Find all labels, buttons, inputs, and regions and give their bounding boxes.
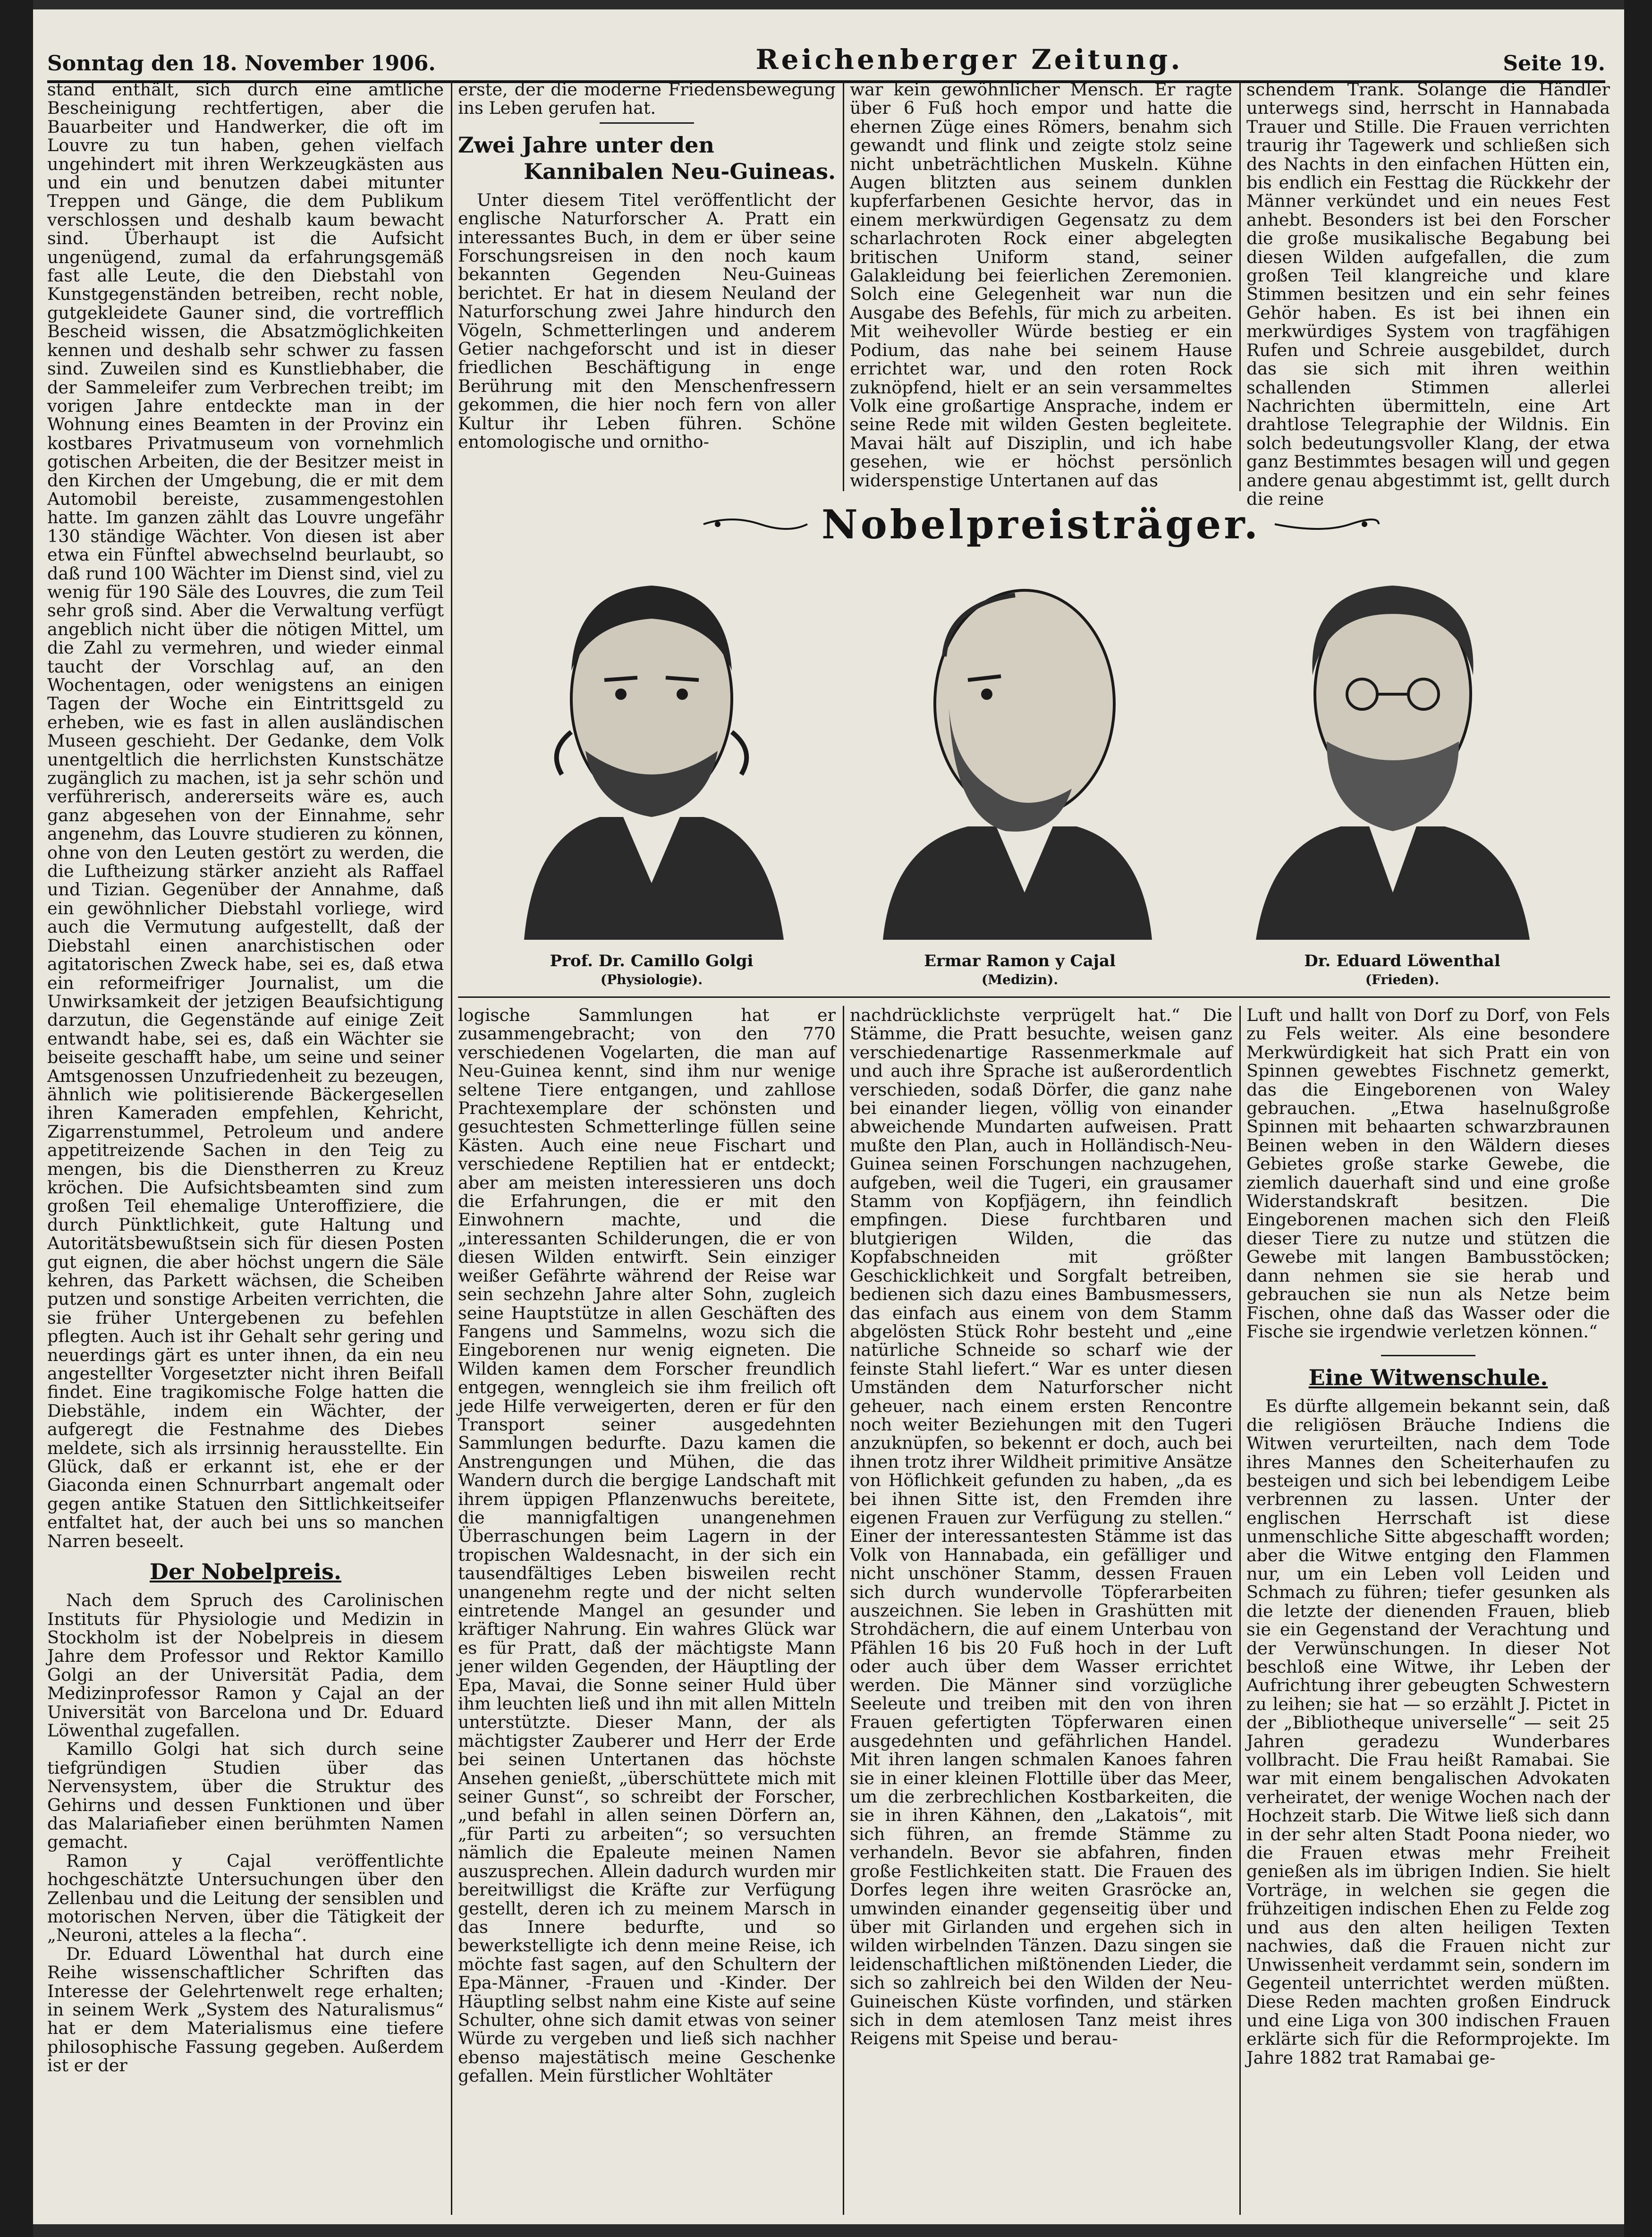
scan-edge-left: [0, 0, 33, 2237]
kannibalen-heading-line1: Zwei Jahre unter den: [458, 132, 714, 158]
caption-cajal-field: (Medizin).: [981, 972, 1059, 987]
separator-rule: [1381, 1355, 1475, 1356]
caption-loewenthal: [1279, 952, 1525, 989]
masthead: Reichenberger Zeitung.: [755, 43, 1183, 76]
caption-cajal-name: Ermar Ramon y Cajal: [924, 952, 1116, 970]
caption-golgi-name: Prof. Dr. Camillo Golgi: [550, 952, 754, 970]
sammlungen-text: logische Sammlungen hat er zusammengebracht; von den 770 verschiedenen Vogelarten, die man auf Neu-Guinea kennt, sind ihm nur wenige seltene Tiere entgangen, und zahllose Prachtexemplare der schönsten und gesuchtesten Schmetterlinge füllen seine Kästen. Auch eine neue Fischart und verschiedene Reptilien hat er entdeckt; aber am meisten interessieren uns doch die Erfahrungen, die er mit den Einwohnern machte, und die „interessanten Schilderungen, die er von diesen Wilden entwirft. Sein einziger weißer Gefährte während der Reise war sein sechzehn Jahre alter Sohn, zugleich seine Hauptstütze in allen Geschäften des Fangens und Sammelns, wozu sich die Eingeborenen nur wenig eigneten. Die Wilden kamen dem Forscher freundlich entgegen, wenngleich sie ihm freilich oft jede Hilfe verweigerten, deren er für den Transport seiner ausgedehnten Sammlungen bedurfte. Dazu kamen die Anstrengungen und Mühen, die das Wandern durch die bergige Landschaft mit ihrem üppigen Pflanzenwuchs bereitete, die mannigfaltigen unangenehmen Überraschungen beim Lagern in der tropischen Waldesnacht, in der sich ein tausendfältiges Leben bisweilen recht unangenehm regte und der nicht selten eintretende Mangel an gesunder und kräftiger Nahrung. Ein wahres Glück war es für Pratt, daß der mächtigste Mann jener wilden Gegenden, der Häuptling der Epa, Mavai, die Sonne seiner Huld über ihm leuchten ließ und ihn mit allen Mitteln unterstützte. Dieser Mann, der als mächtigster Zauberer und Herr der Erde bei seinen Untertanen das höchste Ansehen genießt, „überschüttete mich mit seiner Gunst“, so schreibt der Forscher, „und befahl in allen seinen Dörfern an, „für Parti zu arbeiten“; so versuchten nämlich die Epaleute meinen Namen auszusprechen. Allein dadurch wurden mir bereitwilligst die Kräfte zur Verfügung gestellt, deren ich zu meinem Marsch in das Innere bedurfte, und so bewerkstelligte ich denn meine Reise, ich möchte fast sagen, auf den Schultern der Epa-Männer, -Frauen und -Kinder. Der Häuptling selbst nahm eine Kiste auf seine Schulter, ohne sich damit etwas von seiner Würde zu vergeben und ließ sich nachher ebenso majestätisch meine Geschenke gefallen. Mein fürstlicher Wohltäter: [458, 1005, 836, 2086]
nobelpreistraeger-banner: [458, 501, 1624, 548]
column-3-bottom: [850, 1006, 1232, 2215]
nobelpreis-paragraph: Nach dem Spruch des Carolinischen Instituts für Physiologie und Medizin in Stockholm ist der Nobelpreis in diesem Jahre dem Professor und Rektor Kamillo Golgi an der Universität Padia, dem Medizinprofessor Ramon y Cajal an der Universität von Barcelona und Dr. Eduard Löwenthal zugefallen.: [47, 1590, 444, 1741]
mavai-text: war kein gewöhnlicher Mensch. Er ragte über 6 Fuß hoch empor und hatte die ehernen Züge eines Römers, benahm sich gewandt und flink und zeigte stolz seine nicht unbeträchtlichen Muskeln. Kühne Augen blitzten aus seinem dunklen kupferfarbenen Gesichte hervor, das in einem merkwürdigen Gegensatz zu dem scharlachroten Rock einer abgelegten britischen Uniform stand, seiner Galakleidung bei feierlichen Zeremonien. Solch eine Gelegenheit war nun die Ausgabe des Befehls, für mich zu arbeiten. Mit weihevoller Würde bestieg er ein Podium, das nahe bei seinem Hause errichtet war, und den roten Rock zuknöpfend, hielt er an sein versammeltes Volk eine großartige Ansprache, indem er seine Rede mit wilden Gesten begleitete. Mavai hält auf Disziplin, und ich habe gesehen, wie er höchst persönlich widerspenstige Untertanen auf das: [850, 79, 1232, 491]
witwenschule-text: Es dürfte allgemein bekannt sein, daß die religiösen Bräuche Indiens die Witwen verurteilten, nach dem Tode ihres Mannes den Scheiterhaufen zu besteigen und sich bei lebendigem Leibe verbrennen zu lassen. Unter der englischen Herrschaft ist diese unmenschliche Sitte abgeschafft worden; aber die Witwe entging den Flammen nur, um ein Leben voll Leiden und Schmach zu führen; tiefer gesunken als die letzte der dienenden Frauen, blieb sie ein Gegenstand der Verachtung und der Verwünschungen. In dieser Not beschloß eine Witwe, ihr Leben der Aufrichtung ihrer gebeugten Schwestern zu leihen; sie hat — so erzählt J. Pictet in der „Bibliotheque universelle“ — seit 25 Jahren geradezu Wunderbares vollbracht. Die Frau heißt Ramabai. Sie war mit einem bengalischen Advokaten verheiratet, der wenige Wochen nach der Hochzeit starb. Die Witwe ließ sich dann in der sehr alten Stadt Poona nieder, wo die Frauen etwas mehr Freiheit genießen als im übrigen Indien. Sie hielt Vorträge, in welchen sie gegen die frühzeitigen indischen Ehen zu Felde zog und aus den alten heiligen Texten nachwies, daß die Frauen nicht zur Unwissenheit verdammt sein, sondern im Gegenteil unterrichtet werden müßten. Diese Reden machten großen Eindruck und eine Liga von 300 indischen Frauen erklärte sich für die Reformprojekte. Im Jahre 1882 trat Ramabai ge-: [1246, 1396, 1610, 2068]
friedensbewegung-text: erste, der die moderne Friedensbewegung ins Leben gerufen hat.: [458, 79, 836, 119]
column-rule: [843, 80, 844, 491]
caption-loewenthal-field: (Frieden).: [1365, 972, 1440, 987]
kannibalen-heading: [458, 132, 836, 158]
separator-rule: [600, 122, 694, 124]
column-2-top: [458, 80, 836, 491]
ornament-left-icon: [703, 515, 807, 534]
column-rule: [451, 80, 452, 2215]
kannibalen-text: Unter diesem Titel veröffentlicht der englische Naturforscher A. Pratt ein interessantes Buch, in dem er über seine Forschungsreisen in den noch kaum bekannten Gegenden Neu-Guineas berichtet. Er hat in diesem Neuland der Naturforschung zwei Jahre hindurch den Vögeln, Schmetterlingen und anderem Getier nachgeforscht und ist in dieser friedlichen Beschäftigung in enge Berührung mit den Menschenfressern gekommen, die hier noch fern von aller Kultur ihr Leben führen. Schöne entomologische und ornitho-: [458, 189, 836, 452]
kannibalen-heading-line2: Kannibalen Neu-Guineas.: [524, 158, 836, 184]
column-3-top: [850, 80, 1232, 491]
spinnen-text: Luft und hallt von Dorf zu Dorf, von Fels zu Fels weiter. Als eine besondere Merkwürdigkeit hat sich Pratt ein von Spinnen gewebtes Fischnetz gemerkt, das die Eingeborenen von Waley gebrauchen. „Etwa haselnußgroße Spinnen mit behaarten schwarzbraunen Beinen weben in den Wäldern dieses Gebietes große starke Gewebe, die ziemlich dauerhaft sind und eine große Widerstandskraft besitzen. Die Eingeborenen machen sich den Fleiß dieser Tiere zu nutze und stützen die Gewebe mit langen Bambusstöcken; dann nehmen sie sie herab und gebrauchen sie nun als Netze beim Fischen, ohne daß das Wasser oder die Fische sie irgendwie verletzen können.“: [1246, 1005, 1610, 1342]
kannibalen-heading-2: [458, 159, 836, 184]
golgi-paragraph: Kamillo Golgi hat sich durch seine tiefgründigen Studien über das Nervensystem, über die Struktur des Gehirns und dessen Funktionen und über das Malariafieber einen berühmten Namen gemacht.: [47, 1739, 444, 1853]
issue-date: Sonntag den 18. November 1906.: [47, 51, 436, 76]
louvre-article-text: stand enthält, sich durch eine amtliche Bescheinigung rechtfertigen, aber die Bauarbeiter und Handwerker, die oft im Louvre zu tun haben, gehen vielfach ungehindert mit ihren Werkzeugkästen aus und ein und benutzen dabei mitunter Treppen und Gänge, die dem Publikum verschlossen und deshalb kaum bewacht sind. Überhaupt ist die Aufsicht ungenügend, zumal da erfahrungsgemäß fast alle Leute, die den Diebstahl von Kunstgegenständen betreiben, recht noble, gutgekleidete Gauner sind, die vortrefflich Bescheid wissen, die Absatzmöglichkeiten kennen und deshalb sehr schwer zu fassen sind. Zuweilen sind es Kunstliebhaber, die der Sammeleifer zum Verbrechen treibt; im vorigen Jahre entdeckte man in der Wohnung eines Beamten in der Provinz ein kostbares Privatmuseum von vornehmlich gotischen Arbeiten, die der Besitzer meist in den Kirchen der Umgebung, die er mit dem Automobil bereiste, zusammengestohlen hatte. Im ganzen zählt das Louvre ungefähr 130 ständige Wächter. Von diesen ist aber etwa ein Fünftel abwechselnd beurlaubt, so daß rund 100 Wächter im Dienst sind, viel zu wenig für 190 Säle des Louvres, die zum Teil sehr groß sind. Aber die Verwaltung verfügt angeblich nicht über die nötigen Mittel, um die Zahl zu vermehren, und wieder einmal taucht der Vorschlag auf, an den Wochentagen, oder wenigstens an einigen Tagen der Woche ein Eintrittsgeld zu erheben, wie es fast in allen ausländischen Museen geschieht. Der Gedanke, dem Volk unentgeltlich die herrlichsten Kunstschätze zugänglich zu machen, ist ja sehr schön und verführerisch, andererseits wäre es, auch ganz abgesehen von der Einnahme, sehr angenehm, das Louvre studieren zu können, ohne von den Leuten gestört zu werden, die die Luftheizung stärker anzieht als Raffael und Tizian. Gegenüber der Annahme, daß ein gewöhnlicher Diebstahl vorliege, wird auch die Vermutung aufgestellt, daß der Diebstahl einen anarchistischen oder agitatorischen Zweck habe, sei es, daß etwa ein reformeifriger Journalist, um die Unwirksamkeit der jetzigen Beaufsichtigung darzutun, die Gegenstände auf einige Zeit entwandt habe, sei es, daß ein Wächter sie beiseite geschafft habe, um seine und seiner Amtsgenossen Unzufriedenheit zu bezeugen, ähnlich wie politisierende Bäckergesellen ihren Kameraden empfehlen, Kehricht, Zigarrenstummel, Petroleum und andere appetitreizende Sachen in den Teig zu mengen, bis die Dienstherren zu Kreuz kröchen. Die Aufsichtsbeamten sind zum großen Teil ehemalige Unteroffiziere, die durch Pünktlichkeit, gute Haltung und Autoritätsbewußtsein sich für diesen Posten gut eignen, die aber höchst ungern die Säle kehren, das Parkett wächsen, die Scheiben putzen und sonstige Arbeiten verrichten, die sie früher Untergebenen zu befehlen pflegten. Auch ist ihr Gehalt sehr gering und neuerdings gärt es unter ihnen, da ein neu angestellter Vorgesetzter nicht ihren Beifall findet. Eine tragikomische Folge hatten die Diebstähle, indem ein Wächter, der aufgeregt die Festnahme des Diebes meldete, sich als irrsinnig herausstellte. Ein Glück, daß er erkannt ist, ehe er der Giaconda einen Schnurrbart angemalt oder gegen antike Statuen den Sittlichkeitseifer entfaltet hat, der auch bei uns so manchen Narren beseelt.: [47, 79, 444, 1551]
witwenschule-heading: Eine Witwenschule.: [1308, 1365, 1548, 1391]
banner-title: Nobelpreisträger.: [822, 501, 1261, 548]
column-2-bottom: [458, 1006, 836, 2215]
portrait-golgi: [505, 553, 798, 940]
caption-cajal: [892, 952, 1147, 989]
newspaper-page: [33, 9, 1624, 2224]
scan-edge-right: [1624, 0, 1652, 2237]
caption-loewenthal-name: Dr. Eduard Löwenthal: [1304, 952, 1500, 970]
column-rule: [1239, 80, 1241, 491]
staemme-text: nachdrücklichste verprügelt hat.“ Die Stämme, die Pratt besuchte, weisen ganz verschiedenartige Rassenmerkmale auf und auch ihre Sprache ist außerordentlich verschieden, sodaß Dörfer, die ganz nahe bei einander liegen, völlig von einander abweichende Mundarten aufweisen. Pratt mußte den Plan, auch in Holländisch-Neu-Guinea seinen Forschungen nachzugehen, aufgeben, weil die Tugeri, ein grausamer Stamm von Kopfjägern, ihn feindlich empfingen. Diese furchtbaren und blutgierigen Wilden, die das Kopfabschneiden mit größter Geschicklichkeit und Sorgfalt betreiben, bedienen sich dazu eines Bambusmessers, das einfach aus einem von dem Stamm abgelösten Stück Rohr besteht und „eine natürliche Schneide so scharf wie der feinste Stahl liefert.“ War es unter diesen Umständen dem Naturforscher nicht geheuer, nach einem ersten Rencontre noch weiter Beziehungen mit den Tugeri anzuknüpfen, so bekennt er doch, auch bei ihnen trotz ihrer Wildheit primitive Ansätze von Höflichkeit gefunden zu haben, „da es bei ihnen Sitte ist, den Fremden ihre eigenen Frauen zur Verfügung zu stellen.“ Einer der interessantesten Stämme ist das Volk von Hannabada, ein gefälliger und nicht unschöner Stamm, dessen Frauen sich durch wundervolle Töpferarbeiten auszeichnen. Sie leben in Grashütten mit Strohdächern, die auf einem Unterbau von Pfählen 16 bis 20 Fuß hoch in der Luft oder auch über dem Wasser errichtet werden. Die Männer sind vorzügliche Seeleute und treiben mit den von ihren Frauen gefertigten Töpferwaren einen ausgedehnten und gefährlichen Handel. Mit ihren langen schmalen Kanoes fahren sie in einer kleinen Flottille über das Meer, um die zerbrechlichen Kostbarkeiten, die sie in ihren Kähnen, den „Lakatois“, mit sich führen, an fremde Stämme zu verhandeln. Bevor sie abfahren, finden große Festlichkeiten statt. Die Frauen des Dorfes legen ihre weiten Grasröcke an, umwinden einander gegenseitig über und über mit Girlanden und ergehen sich in wilden wirbelnden Tänzen. Dazu singen sie leidenschaftlichen mißtönenden Lieder, die sich so zahlreich bei den Wilden der Neu-Guineischen Küste vorfinden, und stärken sich in dem atemlosen Tanz meist ihres Reigens mit Speise und berau-: [850, 1005, 1232, 2049]
portrait-cajal: [873, 553, 1157, 940]
nobelpreis-heading: Der Nobelpreis.: [149, 1559, 342, 1585]
cajal-paragraph: Ramon y Cajal veröffentlichte hochgeschätzte Untersuchungen über den Zellenbau und die Leitung der sensiblen und motorischen Nerven, über die Tätigkeit der „Neuroni, atteles a la flecha“.: [47, 1850, 444, 1946]
column-rule: [1239, 1006, 1241, 2215]
feature-bottom-rule: [458, 996, 1610, 998]
column-1: [47, 80, 444, 2215]
caption-golgi: [519, 952, 784, 989]
page-number: Seite 19.: [1503, 51, 1605, 76]
column-rule: [843, 1006, 844, 2215]
page-header: [47, 38, 1605, 83]
hannabada-text: schendem Trank. Solange die Händler unterwegs sind, herrscht in Hannabada Trauer und Stille. Die Frauen verrichten traurig ihr Tagewerk und schließen sich des Nachts in den einfachen Hütten ein, bis endlich ein Festtag die Rückkehr der Männer verkündet und ein neues Fest anhebt. Besonders ist bei den Forscher die große musikalische Begabung bei diesen Wilden aufgefallen, die zum großen Teil klangreiche und klare Stimmen besitzen und ein sehr feines Gehör haben. Es ist bei ihnen ein merkwürdiges System von tragfähigen Rufen und Schreie ausgebildet, durch das sie sich mit ihren weithin schallenden Stimmen allerlei Nachrichten übermitteln, eine Art drahtlose Telegraphie der Wildnis. Ein solch bedeutungsvoller Klang, der etwa ganz Bestimmtes besagen will und gegen andere genau abgestimmt ist, gellt durch die reine: [1246, 79, 1610, 509]
column-4-top: [1246, 79, 1610, 509]
column-4-bottom: [1246, 1006, 1610, 2215]
ornament-right-icon: [1275, 515, 1379, 534]
loewenthal-paragraph: Dr. Eduard Löwenthal hat durch eine Reihe wissenschaftlicher Schriften das Interesse der Gelehrtenwelt rege erhalten; in seinem Werk „System des Naturalismus“ hat er dem Materialismus eine tiefere philosophische Fassung gegeben. Außerdem ist er der: [47, 1943, 444, 2076]
caption-golgi-field: (Physiologie).: [600, 972, 703, 987]
portrait-loewenthal: [1242, 553, 1544, 940]
